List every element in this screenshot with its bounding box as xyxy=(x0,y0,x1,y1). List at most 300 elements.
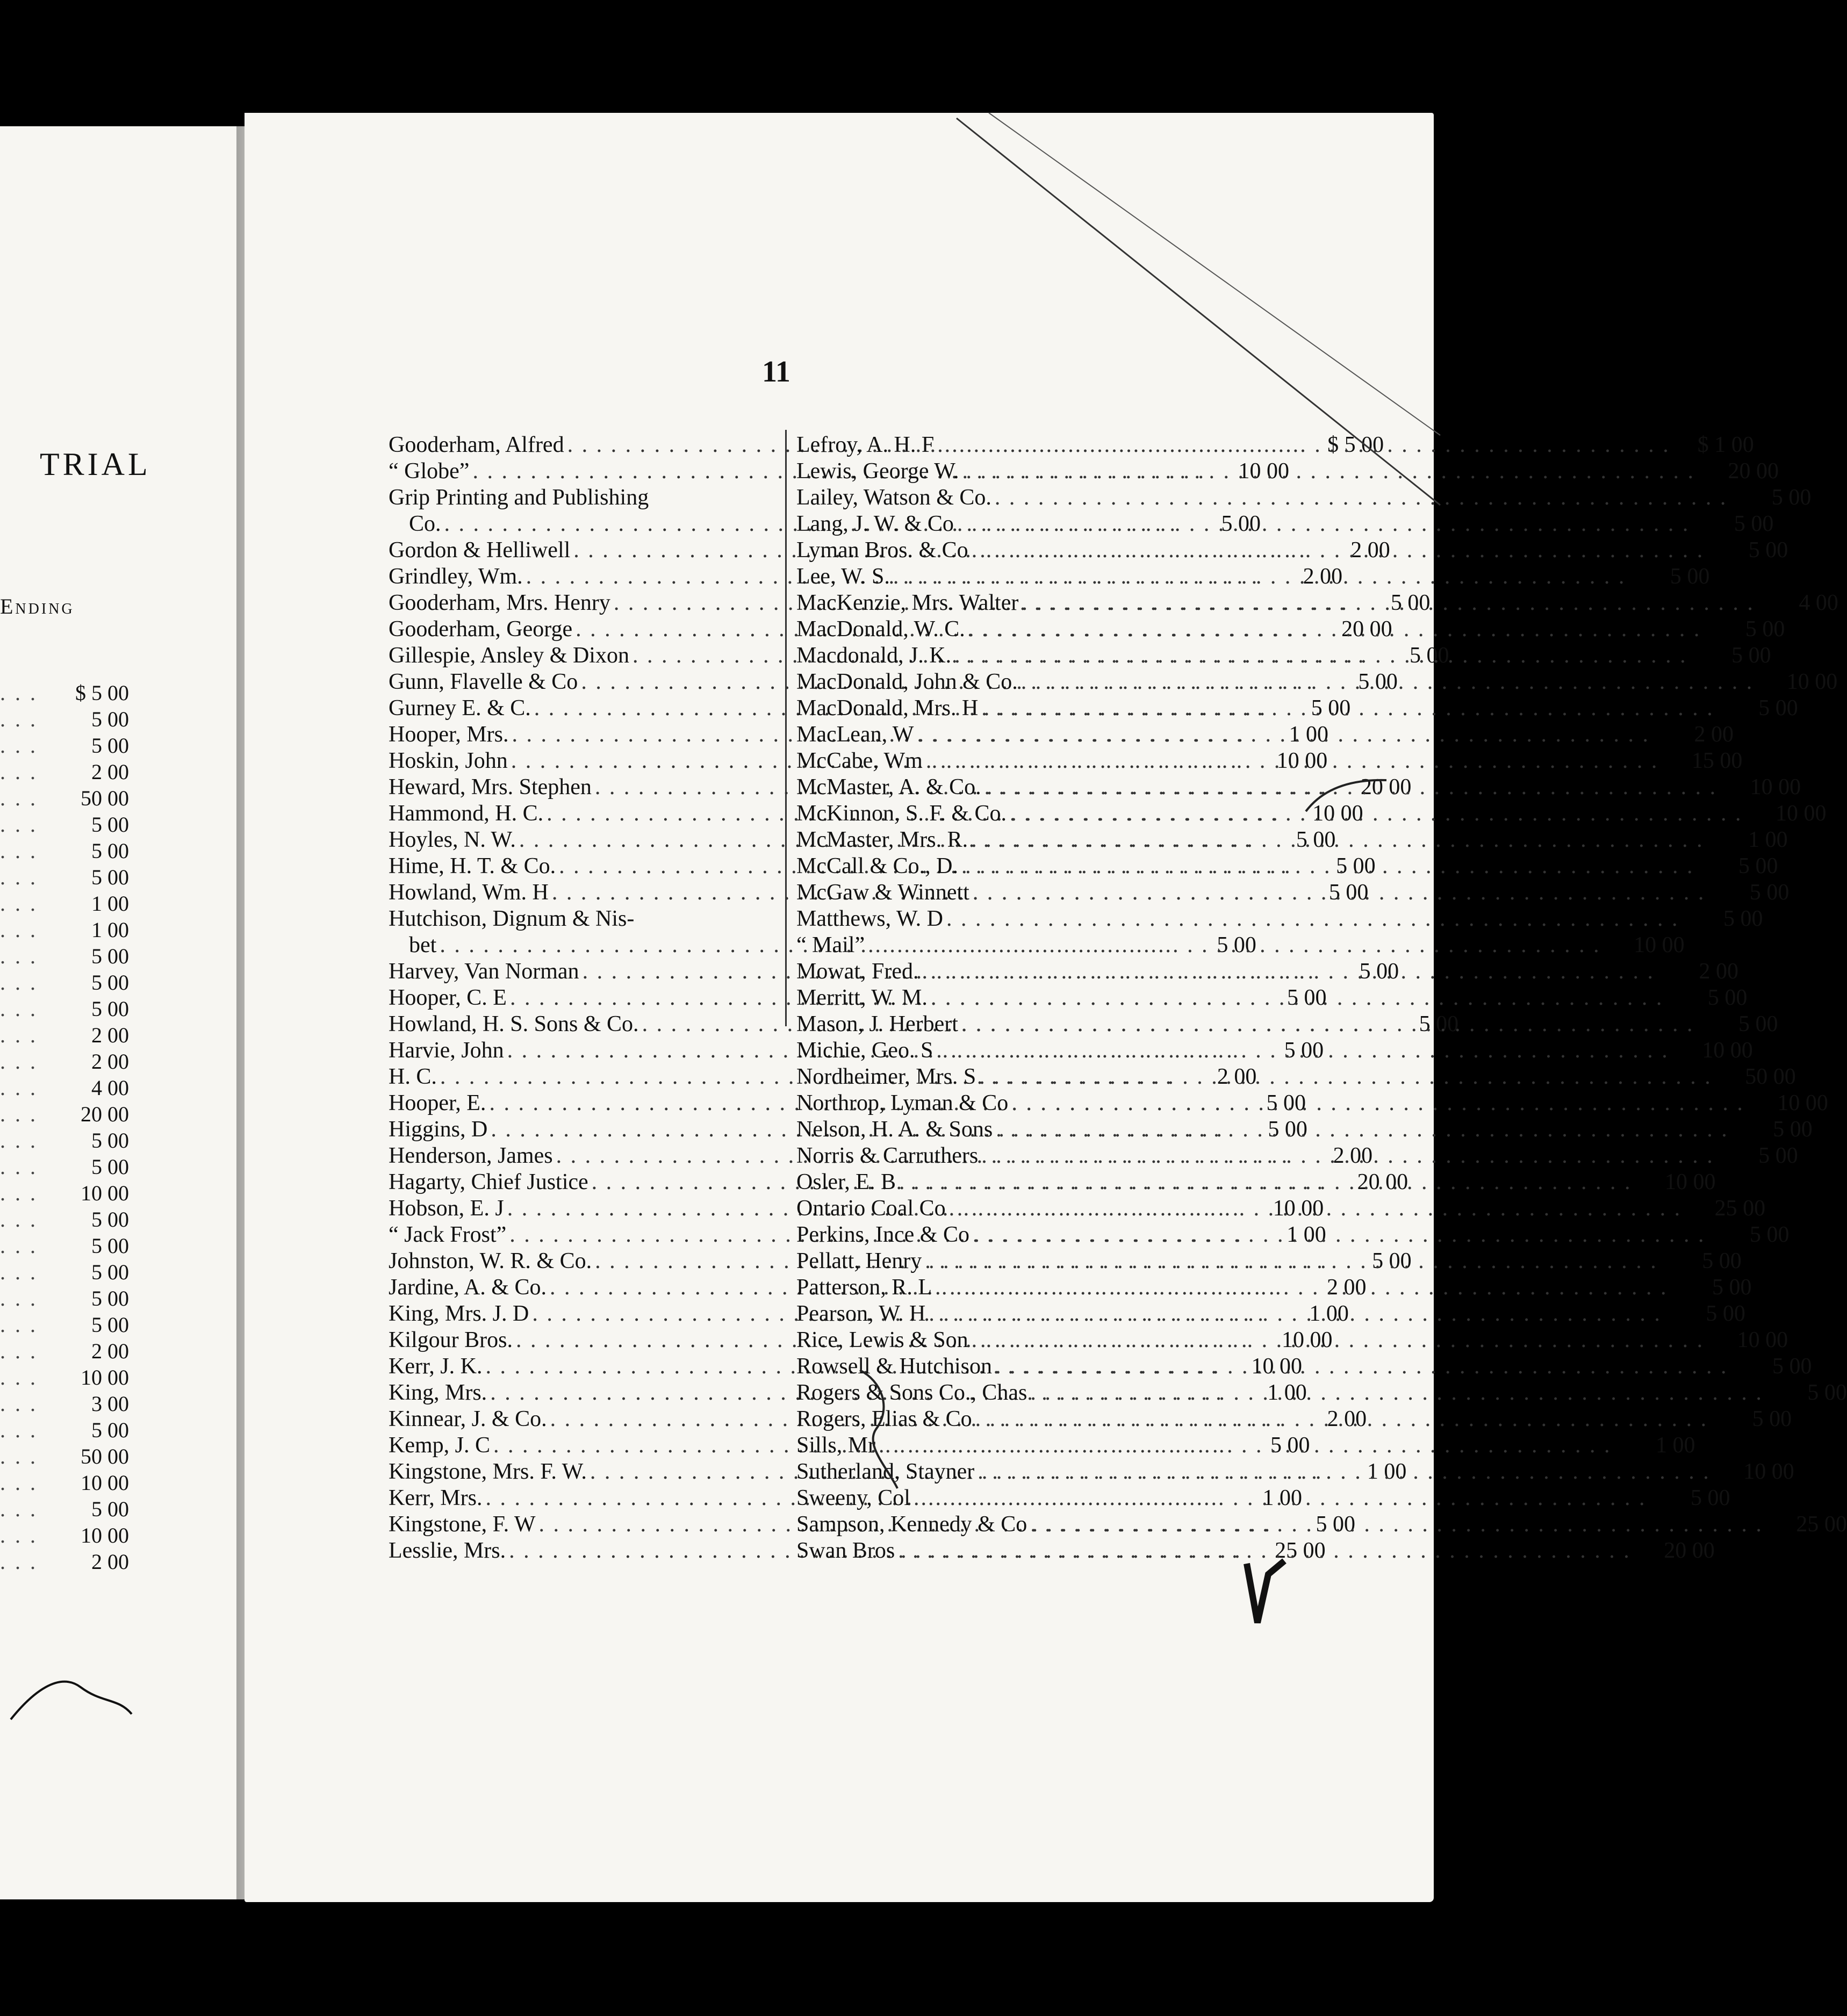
dot-leader: . . . xyxy=(0,1102,38,1126)
left-page-amount-row xyxy=(0,864,129,890)
subscription-amount: 5 00 xyxy=(1749,880,1789,905)
dot-leader xyxy=(899,1170,1632,1194)
subscription-amount: 5 00 xyxy=(1771,485,1812,510)
subscriber-row xyxy=(796,1115,1813,1142)
left-page-amount-row xyxy=(0,1259,129,1285)
subscription-amount: 1 00 xyxy=(1287,1222,1326,1247)
subscription-amount: 10 00 xyxy=(1750,775,1801,800)
subscriber-name: MacDonald, W. C. xyxy=(796,617,965,642)
subscriber-name: Kerr, J. K. xyxy=(389,1354,483,1379)
left-page-amount: 2 00 xyxy=(91,1023,129,1047)
left-page-amount: 5 00 xyxy=(91,707,129,731)
left-page-amount-row xyxy=(0,1549,129,1575)
pencil-curve-mark xyxy=(0,1628,140,1746)
dot-leader: . . . xyxy=(0,944,38,968)
subscription-amount: 5 00 xyxy=(1752,1407,1792,1431)
subscription-amount: 5 00 xyxy=(1221,512,1261,536)
subscriber-name: Lesslie, Mrs. xyxy=(389,1538,506,1563)
left-page-amount: 50 00 xyxy=(81,786,129,810)
dot-leader: . . . xyxy=(0,1497,38,1521)
subscription-amount: 5 00 xyxy=(1316,1512,1356,1537)
subscriber-name: King, Mrs. xyxy=(389,1380,487,1405)
subscriber-row xyxy=(796,1247,1742,1273)
dot-leader xyxy=(931,985,1664,1010)
subscriber-name: Kinnear, J. & Co. xyxy=(389,1407,547,1431)
dot-leader: . . . xyxy=(0,786,38,810)
subscriber-name: Gunn, Flavelle & Co xyxy=(389,669,578,694)
subscription-amount: 2 00 xyxy=(1217,1064,1257,1089)
subscriber-name: Patterson, R. L xyxy=(796,1275,932,1300)
dot-leader xyxy=(979,1064,1712,1089)
subscriber-name: Nelson, H. A. & Sons xyxy=(796,1117,993,1142)
subscriber-name: Lefroy, A. H. F xyxy=(796,433,935,457)
subscriber-name: Pellatt, Henry xyxy=(796,1249,922,1273)
subscriber-name: MacDonald, John & Co. xyxy=(796,669,1018,694)
subscription-amount: 10 00 xyxy=(1634,933,1685,957)
subscriber-name: Rowsell & Hutchison xyxy=(796,1354,992,1379)
subscriber-name: Sutherland, Stayner xyxy=(796,1459,975,1484)
subscription-amount: 20 00 xyxy=(1341,617,1392,642)
subscription-amount: 25 00 xyxy=(1275,1538,1326,1563)
dot-leader: . . . xyxy=(0,1286,38,1311)
subscriber-name: Heward, Mrs. Stephen xyxy=(389,775,592,800)
dot-leader xyxy=(922,959,1655,984)
subscription-amount: 1 00 xyxy=(1367,1459,1407,1484)
dot-leader: . . . xyxy=(0,812,38,837)
dot-leader xyxy=(1021,669,1754,694)
subscription-amount: 20 00 xyxy=(1728,459,1779,484)
subscriber-name: “ Jack Frost” xyxy=(389,1222,507,1247)
dot-leader xyxy=(914,1486,1647,1510)
subscription-amount: 5 00 xyxy=(1745,617,1785,642)
dot-leader: . . . xyxy=(0,918,38,942)
dot-leader: . . . xyxy=(0,733,38,758)
subscription-amount: 20 00 xyxy=(1664,1538,1715,1563)
subscription-amount: 5 00 xyxy=(1296,827,1336,852)
left-page-amount-row xyxy=(0,1443,129,1470)
dot-leader xyxy=(995,1354,1728,1379)
left-page-amount: 3 00 xyxy=(91,1392,129,1416)
subscriber-name: Hooper, C. E xyxy=(389,985,507,1010)
subscription-amount: 5 00 xyxy=(1749,1222,1789,1247)
subscription-amount: 10 00 xyxy=(1276,748,1328,773)
subscriber-name: Howland, Wm. H xyxy=(389,880,549,905)
dot-leader: . . . xyxy=(0,1471,38,1495)
subscriber-name: Ontario Coal Co xyxy=(796,1196,946,1221)
subscription-amount: 5 00 xyxy=(1758,1143,1798,1168)
left-page-amount-row xyxy=(0,1285,129,1312)
subscription-amount: 10 00 xyxy=(1776,801,1827,826)
subscriber-name: Johnston, W. R. & Co. xyxy=(389,1249,592,1273)
subscription-amount: 5 00 xyxy=(1409,643,1449,668)
pencil-loop-mark xyxy=(849,1365,908,1494)
left-page-amount-row xyxy=(0,1470,129,1496)
subscription-amount: 5 00 xyxy=(1734,512,1774,536)
subscriber-row xyxy=(389,484,773,510)
subscriber-name: “ Globe” xyxy=(389,459,470,484)
subscriber-name: Gooderham, Alfred xyxy=(389,433,564,457)
subscription-amount: 5 00 xyxy=(1270,1433,1310,1458)
subscription-amount: 5 00 xyxy=(1738,1012,1778,1036)
dot-leader xyxy=(1030,1512,1763,1537)
subscriber-name: Sills, Mr xyxy=(796,1433,876,1458)
subscriber-name: Gurney E. & C. xyxy=(389,696,531,721)
subscription-amount: 5 00 xyxy=(1758,696,1798,721)
dot-leader: . . . xyxy=(0,1339,38,1363)
subscription-amount: 1 00 xyxy=(1289,722,1328,747)
subscription-amount: 1 00 xyxy=(1748,827,1788,852)
subscription-amount: 25 00 xyxy=(1796,1512,1847,1537)
subscription-amount: 5 00 xyxy=(1311,696,1351,721)
dot-leader xyxy=(961,1012,1694,1036)
subscription-amount: 10 00 xyxy=(1238,459,1289,484)
subscriber-name: Northrop, Lyman & Co xyxy=(796,1091,1009,1115)
dot-leader xyxy=(1030,1380,1763,1405)
left-page-amount: 20 00 xyxy=(81,1102,129,1126)
subscription-amount: 10 00 xyxy=(1786,669,1838,694)
dot-leader xyxy=(996,1117,1729,1142)
dot-leader xyxy=(925,1249,1658,1273)
subscriber-name: Norris & Carruthers xyxy=(796,1143,979,1168)
dot-leader xyxy=(926,748,1659,773)
page-number: 11 xyxy=(762,355,790,388)
subscriber-name: Hammond, H. C. xyxy=(389,801,544,826)
left-page-amount-row xyxy=(0,1127,129,1154)
subscription-amount: 5 00 xyxy=(1670,564,1710,589)
left-page-amount: 5 00 xyxy=(91,944,129,968)
subscription-amount: 5 00 xyxy=(1690,1486,1730,1510)
subscriber-name: McKinnon, S. F. & Co. xyxy=(796,801,1007,826)
dot-leader xyxy=(981,696,1714,721)
subscriber-name: Harvey, Van Norman xyxy=(389,959,579,984)
subscriber-name: Gordon & Helliwell xyxy=(389,538,571,563)
subscriber-row xyxy=(796,879,1789,905)
dot-leader: . . . xyxy=(0,707,38,731)
dot-leader: . . . xyxy=(0,1523,38,1547)
dot-leader: . . . xyxy=(0,1181,38,1205)
subscription-amount: 5 00 xyxy=(1358,669,1398,694)
subscription-amount: 1 00 xyxy=(1656,1433,1695,1458)
dot-leader: . . . xyxy=(0,1155,38,1179)
left-page-amount-list xyxy=(0,680,129,1575)
subscriber-row xyxy=(796,642,1771,668)
subscription-amount: 5 00 xyxy=(1723,906,1763,931)
left-page-amount: 4 00 xyxy=(91,1076,129,1100)
dot-leader xyxy=(972,1328,1705,1352)
left-page-amount: 5 00 xyxy=(91,1207,129,1232)
dot-leader: . . . xyxy=(0,1234,38,1258)
left-page-amount-row xyxy=(0,811,129,838)
left-page-amount-row xyxy=(0,1364,129,1391)
left-page-amount-row xyxy=(0,1233,129,1259)
subscription-amount: 2 00 xyxy=(1303,564,1343,589)
dot-leader: . . . xyxy=(0,1023,38,1047)
subscriber-name: Hagarty, Chief Justice xyxy=(389,1170,588,1194)
subscription-amount: 2 00 xyxy=(1699,959,1738,984)
subscription-amount: 1 00 xyxy=(1267,1380,1307,1405)
dot-leader: . . . xyxy=(0,1365,38,1389)
dot-leader: . . . xyxy=(0,1444,38,1468)
subscription-amount: 10 00 xyxy=(1702,1038,1753,1063)
left-page-amount-row xyxy=(0,1338,129,1364)
subscriber-row xyxy=(796,1326,1788,1352)
subscription-amount: 5 00 xyxy=(1390,591,1431,615)
subscription-amount: 5 00 xyxy=(1748,538,1788,563)
subscription-amount: 10 00 xyxy=(1282,1328,1333,1352)
subscription-amount: 2 00 xyxy=(1333,1143,1373,1168)
subscriber-name: Lyman Bros. & Co xyxy=(796,538,968,563)
subscriber-name: Harvie, John xyxy=(389,1038,504,1063)
left-page-amount: 5 00 xyxy=(91,1286,129,1311)
subscription-amount: 20 00 xyxy=(1360,775,1412,800)
subscription-amount: 4 00 xyxy=(1799,591,1838,615)
dot-leader: . . . xyxy=(0,760,38,784)
dot-leader: . . . xyxy=(0,1392,38,1416)
subscription-amount: 5 00 xyxy=(1359,959,1399,984)
subscription-amount: 5 00 xyxy=(1217,933,1256,957)
subscriber-name: Grindley, Wm. xyxy=(389,564,523,589)
subscriber-row xyxy=(796,905,1763,931)
dot-leader: . . . xyxy=(0,970,38,995)
subscription-amount: 5 00 xyxy=(1268,1117,1307,1142)
left-page-amount: 1 00 xyxy=(91,918,129,942)
subscription-amount: 5 00 xyxy=(1266,1091,1306,1115)
dot-leader: . . . xyxy=(0,1550,38,1574)
dot-leader: . . . xyxy=(0,1076,38,1100)
dot-leader xyxy=(868,933,1601,957)
checkmark-icon xyxy=(1236,1553,1300,1628)
subscriber-name: Pearson, W. H xyxy=(796,1301,926,1326)
subscriber-row xyxy=(796,800,1827,826)
subscriber-name: Hutchison, Dignum & Nis- xyxy=(389,906,635,931)
left-page-amount-row xyxy=(0,1206,129,1233)
subscription-amount: 5 00 xyxy=(1731,643,1771,668)
left-page-amount-row xyxy=(0,1048,129,1075)
dot-leader xyxy=(954,643,1687,668)
left-page-amount-row xyxy=(0,917,129,943)
subscriber-name: McCall & Co., D. xyxy=(796,854,958,879)
left-page-amount: 50 00 xyxy=(81,1444,129,1468)
subscriber-row xyxy=(796,984,1748,1010)
subscriber-name: Lee, W. S. xyxy=(796,564,890,589)
left-page-amount: 2 00 xyxy=(91,1339,129,1363)
subscriber-name: Merritt, W. M. xyxy=(796,985,928,1010)
left-page-amount: 5 00 xyxy=(91,997,129,1021)
dot-leader: . . . xyxy=(0,865,38,889)
left-page-amount: 10 00 xyxy=(81,1471,129,1495)
subscription-amount: 10 00 xyxy=(1664,1170,1716,1194)
subscriber-name: Mason, J. Herbert xyxy=(796,1012,958,1036)
subscription-amount: 2 00 xyxy=(1327,1407,1367,1431)
dot-leader: . . . xyxy=(0,1418,38,1442)
dot-leader xyxy=(1011,1091,1744,1115)
left-page-amount: 2 00 xyxy=(91,760,129,784)
subscriber-name: Co. xyxy=(409,512,441,536)
subscription-amount: 1 00 xyxy=(1309,1301,1349,1326)
left-page-amount-row xyxy=(0,1075,129,1101)
subscription-amount: 5 00 xyxy=(1419,1012,1459,1036)
left-page-amount: 5 00 xyxy=(91,1234,129,1258)
subscriber-name: Lailey, Watson & Co. xyxy=(796,485,991,510)
subscriber-name: Sampson, Kennedy & Co xyxy=(796,1512,1027,1537)
dot-leader xyxy=(1022,591,1755,615)
subscription-amount: 5 00 xyxy=(1738,854,1778,879)
left-page-amount: 10 00 xyxy=(81,1365,129,1389)
subscriber-name: Sweeny, Col xyxy=(796,1486,910,1510)
dot-leader: . . . xyxy=(0,681,38,705)
subscriber-row xyxy=(796,852,1778,879)
subscription-amount: 25 00 xyxy=(1714,1196,1766,1221)
subscriber-name: Higgins, D xyxy=(389,1117,488,1142)
dot-leader xyxy=(929,1301,1662,1326)
dot-leader xyxy=(936,1038,1669,1063)
left-page-amount-row xyxy=(0,943,129,969)
dot-leader: . . . xyxy=(0,1128,38,1153)
subscription-amount: 5 00 xyxy=(1807,1380,1847,1405)
dot-leader xyxy=(975,1407,1708,1431)
subscription-amount: 10 00 xyxy=(1777,1091,1828,1115)
subscriber-name: Hoyles, N. W. xyxy=(389,827,516,852)
subscriber-name: Gillespie, Ansley & Dixon xyxy=(389,643,629,668)
subscription-amount: 5 00 xyxy=(1287,985,1327,1010)
left-page-amount: 1 00 xyxy=(91,891,129,916)
subscriber-name: MacDonald, Mrs. H xyxy=(796,696,979,721)
subscriber-name: McMaster, A. & Co. xyxy=(796,775,981,800)
subscriber-name: Kemp, J. C xyxy=(389,1433,490,1458)
subscription-amount: 5 00 xyxy=(1284,1038,1324,1063)
subscriber-name: Mowat, Fred. xyxy=(796,959,919,984)
subscriber-name: McGaw & Winnett xyxy=(796,880,969,905)
left-page-amount-row xyxy=(0,680,129,706)
left-page-amount-row xyxy=(0,1180,129,1206)
subscription-amount: 5 00 xyxy=(1773,1117,1813,1142)
subscription-amount: 5 00 xyxy=(1328,880,1369,905)
subscriber-name: Osler, E. B xyxy=(796,1170,896,1194)
subscription-amount: 1 00 xyxy=(1262,1486,1302,1510)
left-subheading-fragment xyxy=(0,594,75,619)
subscriber-name: King, Mrs. J. D xyxy=(389,1301,529,1326)
column-divider xyxy=(785,430,787,1026)
subscription-amount: 15 00 xyxy=(1691,748,1743,773)
dot-leader xyxy=(978,1459,1711,1484)
subscriber-name: McMaster, Mrs. R. xyxy=(796,827,968,852)
left-page-amount: 5 00 xyxy=(91,1418,129,1442)
subscriber-name: Kingstone, Mrs. F. W. xyxy=(389,1459,587,1484)
subscription-amount: 10 00 xyxy=(1737,1328,1788,1352)
left-page-amount-row xyxy=(0,759,129,785)
left-page-amount: 5 00 xyxy=(91,839,129,863)
dot-leader: . . . xyxy=(0,891,38,916)
subscriber-name: Hime, H. T. & Co. xyxy=(389,854,556,879)
left-page-amount: 10 00 xyxy=(81,1523,129,1547)
subscriber-name: Grip Printing and Publishing xyxy=(389,485,649,510)
dot-leader: . . . xyxy=(0,1207,38,1232)
subscription-amount: 50 00 xyxy=(1745,1064,1796,1089)
left-page-amount: 5 00 xyxy=(91,812,129,837)
left-page-amount-row xyxy=(0,1101,129,1127)
left-page-amount-row xyxy=(0,1312,129,1338)
dot-leader xyxy=(961,854,1694,879)
subscriber-name: Lewis, George W. xyxy=(796,459,959,484)
left-page-amount: 5 00 xyxy=(91,1128,129,1153)
subscription-amount: 5 00 xyxy=(1702,1249,1742,1273)
subscriber-name: MacLean, W xyxy=(796,722,914,747)
subscriber-name: Hoskin, John xyxy=(389,748,508,773)
subscription-amount: 5 00 xyxy=(1707,985,1748,1010)
left-page-amount-row xyxy=(0,1417,129,1443)
subscriber-name: Rogers, Elias & Co xyxy=(796,1407,972,1431)
subscriber-name: Hobson, E. J xyxy=(389,1196,504,1221)
dot-leader: . . . xyxy=(0,1260,38,1284)
film-scratch-lines xyxy=(957,113,1440,543)
subscriber-name: Kilgour Bros. xyxy=(389,1328,513,1352)
dot-leader: . . . xyxy=(0,997,38,1021)
subscriber-name: Macdonald, J. K. xyxy=(796,643,952,668)
subscriber-name: Perkins, Ince & Co xyxy=(796,1222,969,1247)
left-page-amount-row xyxy=(0,838,129,864)
subscriber-name: MacKenzie, Mrs. Walter xyxy=(796,591,1019,615)
dot-leader xyxy=(949,1196,1682,1221)
pencil-stroke-mark xyxy=(1300,774,1392,817)
left-page-amount-row xyxy=(0,1522,129,1549)
left-page-amount: 5 00 xyxy=(91,1497,129,1521)
dot-leader xyxy=(879,1433,1612,1458)
subscriber-row xyxy=(389,905,773,931)
dot-leader: . . . xyxy=(0,1049,38,1074)
dot-leader xyxy=(968,617,1701,642)
subscription-amount: 2 00 xyxy=(1326,1275,1367,1300)
dot-leader xyxy=(971,827,1704,852)
left-page-amount-row xyxy=(0,969,129,996)
subscription-amount: 10 00 xyxy=(1312,801,1363,826)
subscriber-name: Hooper, E. xyxy=(389,1091,486,1115)
left-page-amount: 5 00 xyxy=(91,865,129,889)
dot-leader xyxy=(935,1275,1668,1300)
subscriber-name: Rice, Lewis & Son xyxy=(796,1328,968,1352)
subscriber-name: “ Mail” xyxy=(796,933,865,957)
subscription-amount: $ 5 00 xyxy=(1327,433,1384,457)
left-page-amount-row xyxy=(0,785,129,811)
subscription-amount: 2 00 xyxy=(1694,722,1734,747)
dot-leader xyxy=(946,906,1679,931)
subscription-amount: 5 00 xyxy=(1336,854,1376,879)
left-page-amount: 2 00 xyxy=(91,1550,129,1574)
subscriber-name: bet xyxy=(409,933,437,957)
dot-leader xyxy=(893,564,1626,589)
subscriber-name: Gooderham, George xyxy=(389,617,573,642)
subscriber-name: Matthews, W. D xyxy=(796,906,943,931)
subscription-amount: 20 00 xyxy=(1357,1170,1408,1194)
subscriber-name: McCabe, Wm xyxy=(796,748,923,773)
subscription-amount: $ 1 00 xyxy=(1697,433,1754,457)
left-page-amount: 5 00 xyxy=(91,970,129,995)
left-page-amount-row xyxy=(0,1496,129,1522)
subscription-amount: 10 00 xyxy=(1743,1459,1794,1484)
subscription-amount: 5 00 xyxy=(1706,1301,1745,1326)
subscriber-name: Jardine, A. & Co. xyxy=(389,1275,547,1300)
subscriber-name: Henderson, James xyxy=(389,1143,553,1168)
subscription-amount: 5 00 xyxy=(1372,1249,1412,1273)
subscriber-name: Kerr, Mrs. xyxy=(389,1486,483,1510)
subscriber-name: Howland, H. S. Sons & Co. xyxy=(389,1012,639,1036)
subscriber-name: Rogers & Sons Co., Chas xyxy=(796,1380,1027,1405)
subscription-amount: 10 00 xyxy=(1251,1354,1302,1379)
subscription-amount: 5 00 xyxy=(1712,1275,1752,1300)
left-page-amount: $ 5 00 xyxy=(75,681,129,705)
subscriber-name: Kingstone, F. W xyxy=(389,1512,536,1537)
left-page-amount-row xyxy=(0,732,129,759)
subscriber-name: Hooper, Mrs. xyxy=(389,722,509,747)
